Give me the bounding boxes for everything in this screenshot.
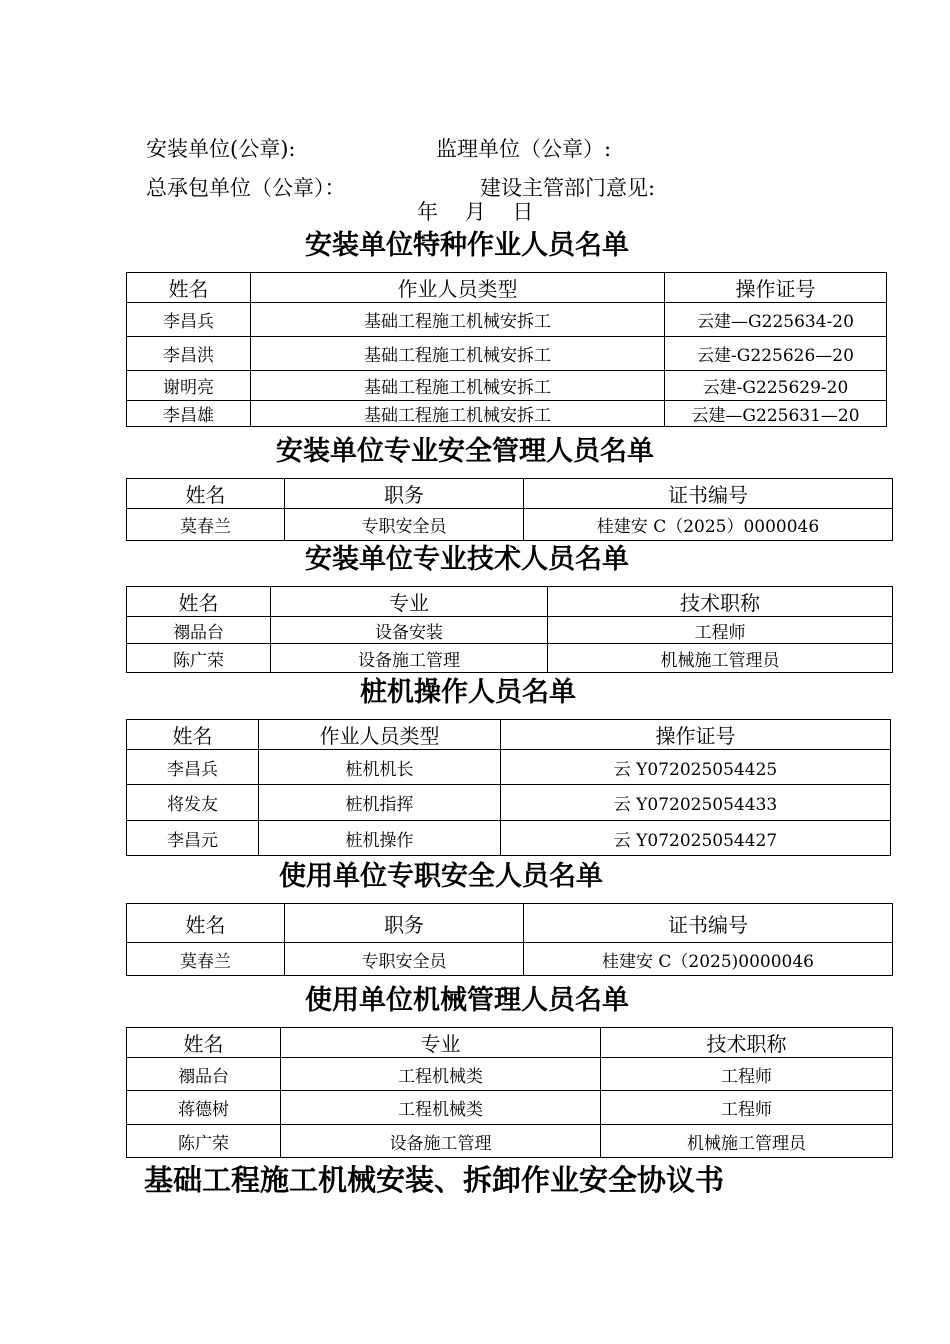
- personnel-table: [126, 719, 891, 856]
- column-header: 职务: [285, 479, 524, 509]
- table-header-row: [127, 587, 893, 617]
- table-header-row: [127, 720, 891, 750]
- date-line: 年 月 日: [417, 200, 534, 224]
- table-cell: 云建-G225629-20: [665, 371, 887, 401]
- table-cell: 工程师: [601, 1091, 893, 1125]
- table-cell: 云 Y072025054425: [501, 750, 891, 785]
- table-row: [127, 337, 887, 371]
- table-title: 使用单位机械管理人员名单: [305, 985, 629, 1016]
- table-cell: 莫春兰: [127, 943, 285, 976]
- table-cell: 基础工程施工机械安拆工: [251, 371, 665, 401]
- column-header: 技术职称: [548, 587, 893, 617]
- personnel-table: [126, 586, 893, 673]
- column-header: 证书编号: [524, 479, 893, 509]
- column-header: 姓名: [127, 1028, 281, 1058]
- table-row: [127, 1058, 893, 1091]
- table-cell: 陈广荣: [127, 1125, 281, 1158]
- table-row: [127, 943, 893, 976]
- table-cell: 李昌兵: [127, 303, 251, 337]
- table-header-row: [127, 904, 893, 943]
- table-row: [127, 371, 887, 401]
- table-cell: 基础工程施工机械安拆工: [251, 401, 665, 427]
- table-cell: 基础工程施工机械安拆工: [251, 337, 665, 371]
- table-cell: 工程机械类: [281, 1058, 601, 1091]
- table-title: 使用单位专职安全人员名单: [279, 861, 603, 892]
- table-row: [127, 1091, 893, 1125]
- table-cell: 设备安装: [271, 617, 548, 644]
- table-title: 安装单位专业安全管理人员名单: [276, 436, 654, 467]
- table-cell: 禤品台: [127, 1058, 281, 1091]
- table-cell: 莫春兰: [127, 509, 285, 541]
- table-cell: 云 Y072025054433: [501, 785, 891, 821]
- table-title: 安装单位专业技术人员名单: [305, 544, 629, 575]
- column-header: 姓名: [127, 720, 259, 750]
- table-row: [127, 401, 887, 427]
- table-row: [127, 509, 893, 541]
- table-cell: 云建—G225631—20: [665, 401, 887, 427]
- personnel-table: [126, 1027, 893, 1158]
- table-cell: 桩机指挥: [259, 785, 501, 821]
- authority-opinion: 建设主管部门意见:: [480, 176, 656, 200]
- column-header: 作业人员类型: [251, 273, 665, 303]
- column-header: 专业: [281, 1028, 601, 1058]
- column-header: 证书编号: [524, 904, 893, 943]
- table-cell: 机械施工管理员: [601, 1125, 893, 1158]
- table-cell: 专职安全员: [285, 509, 524, 541]
- table-cell: 桩机机长: [259, 750, 501, 785]
- column-header: 专业: [271, 587, 548, 617]
- table-cell: 李昌洪: [127, 337, 251, 371]
- column-header: 姓名: [127, 904, 285, 943]
- table-cell: 云 Y072025054427: [501, 821, 891, 856]
- column-header: 操作证号: [501, 720, 891, 750]
- column-header: 姓名: [127, 479, 285, 509]
- table-cell: 桂建安 C（2025）0000046: [524, 509, 893, 541]
- table-cell: 云建—G225634-20: [665, 303, 887, 337]
- table-cell: 工程师: [548, 617, 893, 644]
- table-row: [127, 303, 887, 337]
- table-header-row: [127, 273, 887, 303]
- table-cell: 李昌雄: [127, 401, 251, 427]
- table-cell: 机械施工管理员: [548, 644, 893, 673]
- table-header-row: [127, 1028, 893, 1058]
- table-row: [127, 750, 891, 785]
- table-title: 桩机操作人员名单: [360, 677, 576, 708]
- table-cell: 设备施工管理: [271, 644, 548, 673]
- personnel-table: [126, 903, 893, 976]
- install-unit-seal: 安装单位(公章):: [146, 137, 296, 161]
- table-cell: 云建-G225626—20: [665, 337, 887, 371]
- table-cell: 将发友: [127, 785, 259, 821]
- table-cell: 工程机械类: [281, 1091, 601, 1125]
- column-header: 姓名: [127, 273, 251, 303]
- table-cell: 设备施工管理: [281, 1125, 601, 1158]
- table-cell: 李昌兵: [127, 750, 259, 785]
- table-row: [127, 644, 893, 673]
- table-row: [127, 821, 891, 856]
- column-header: 作业人员类型: [259, 720, 501, 750]
- table-cell: 李昌元: [127, 821, 259, 856]
- table-cell: 禤品台: [127, 617, 271, 644]
- table-cell: 基础工程施工机械安拆工: [251, 303, 665, 337]
- table-header-row: [127, 479, 893, 509]
- supervision-unit-seal: 监理单位（公章）:: [436, 137, 612, 161]
- personnel-table: [126, 272, 887, 427]
- table-row: [127, 785, 891, 821]
- table-cell: 桂建安 C（2025)0000046: [524, 943, 893, 976]
- column-header: 职务: [285, 904, 524, 943]
- column-header: 技术职称: [601, 1028, 893, 1058]
- table-cell: 专职安全员: [285, 943, 524, 976]
- table-cell: 桩机操作: [259, 821, 501, 856]
- column-header: 操作证号: [665, 273, 887, 303]
- agreement-title: 基础工程施工机械安装、拆卸作业安全协议书: [144, 1163, 725, 1197]
- column-header: 姓名: [127, 587, 271, 617]
- general-contractor-seal: 总承包单位（公章）：: [146, 176, 346, 200]
- table-row: [127, 1125, 893, 1158]
- table-cell: 谢明亮: [127, 371, 251, 401]
- table-row: [127, 617, 893, 644]
- table-cell: 蒋德树: [127, 1091, 281, 1125]
- table-title: 安装单位特种作业人员名单: [305, 230, 629, 261]
- personnel-table: [126, 478, 893, 541]
- table-cell: 工程师: [601, 1058, 893, 1091]
- table-cell: 陈广荣: [127, 644, 271, 673]
